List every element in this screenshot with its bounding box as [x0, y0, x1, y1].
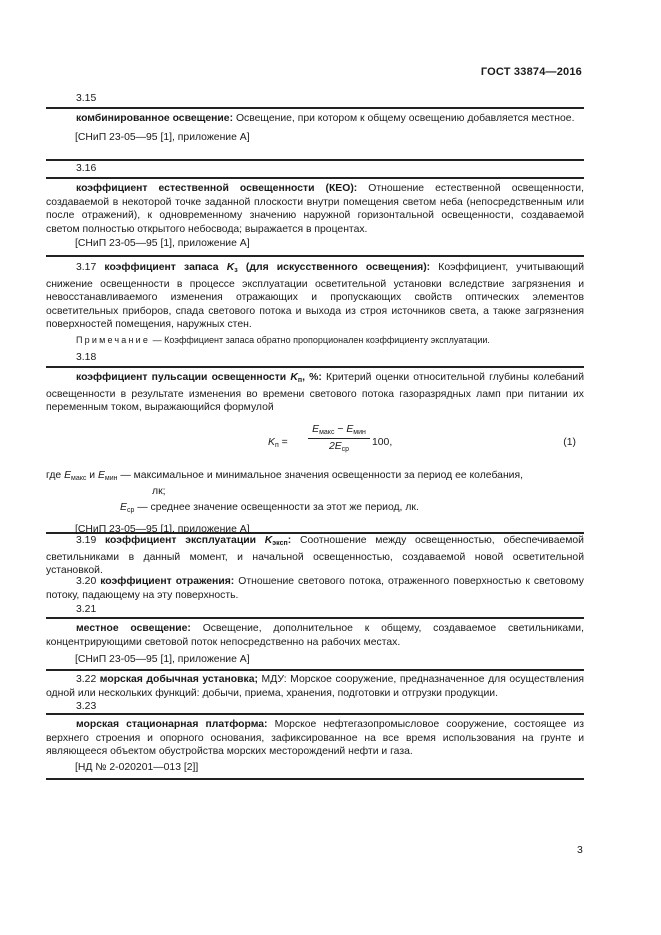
definition-text-3-15: Освещение, при котором к общему освещению добавляется местное. — [235, 113, 575, 124]
definition-box-3-16 — [46, 177, 584, 257]
definition-text-3-18: Критерий оценки относительной глубины колебаний освещенности в результате изменения во времени светового потока газоразрядных ламп при питании их переменным током, выражающийся формулой — [46, 372, 584, 414]
formula-lhs: $K_п$ = — [268, 436, 288, 449]
term-3-17: коэффициент запаса $K_з$ (для искусственного освещения): — [104, 262, 431, 274]
term-3-22: морская добычная установка; — [99, 674, 258, 685]
term-3-21: местное освещение: — [76, 623, 191, 634]
definition-text-3-20: Отношение светового потока, отраженного поверхностью к световому потоку, падающему на эту поверхность. — [46, 576, 584, 601]
entry-number-3-20: 3.20 — [76, 576, 97, 587]
formula-1 — [46, 422, 584, 466]
entry-number-3-15: 3.15 — [76, 93, 97, 104]
term-3-18: коэффициент пульсации освещенности $K_п$, %: — [76, 372, 322, 384]
definition-box-3-18 — [46, 366, 584, 534]
definition-3-15 — [46, 112, 584, 126]
term-3-15: комбинированное освещение: — [76, 113, 234, 124]
entry-number-3-23: 3.23 — [76, 701, 97, 712]
where-line-1: где $E_{макс}$ и $E_{мин}$ — максимальное и минимальное значения освещенности за период ее колебания, — [46, 469, 523, 482]
entry-number-3-21: 3.21 — [76, 604, 97, 615]
definition-text-3-19: Соотношение между освещенностью, обеспечиваемой светильниками в данный момент, и начальной освещенностью, создаваемой новой осветительной установкой. — [46, 535, 584, 577]
standard-header: ГОСТ 33874—2016 — [480, 66, 582, 78]
where-line-1-unit: лк; — [152, 486, 166, 498]
source-3-23: [НД № 2-020201—013 [2]] — [75, 761, 199, 773]
definition-3-22 — [46, 673, 584, 700]
definition-3-23 — [46, 718, 584, 759]
page-number: 3 — [577, 845, 583, 856]
definition-text-3-17: Коэффициент, учитывающий снижение освещенности в процессе эксплуатации осветительной установки вследствие загрязнения и невосстанавливаемого изменения отражающих и пропускающих свойств оптических элементов осветительных приборов, спада светового потока и выхода из строя источников света, а также загрязнения поверхностей помещения, наружных стен. — [46, 262, 585, 331]
source-3-15: [СНиП 23-05—95 [1], приложение А] — [75, 131, 250, 143]
entry-number-3-19: 3.19 — [76, 535, 97, 546]
entry-number-3-22: 3.22 — [76, 674, 97, 685]
note-3-17 — [76, 334, 584, 346]
entry-number-3-16: 3.16 — [76, 163, 97, 174]
definition-3-16 — [46, 182, 584, 236]
equation-number: (1) — [563, 436, 576, 448]
entry-number-3-18: 3.18 — [76, 352, 97, 363]
entry-number-3-17: 3.17 — [76, 262, 97, 273]
source-3-16: [СНиП 23-05—95 [1], приложение А] — [75, 238, 250, 250]
definition-3-17 — [46, 261, 584, 332]
symbol-k-p: K — [290, 372, 298, 383]
formula-fraction — [308, 424, 370, 453]
source-3-18: [СНиП 23-05—95 [1], приложение А] — [75, 523, 250, 535]
term-3-20: коэффициент отражения: — [100, 576, 235, 587]
definition-3-20 — [46, 575, 584, 602]
definition-box-3-21 — [46, 617, 584, 671]
where-line-2: $E_{ср}$ — среднее значение освещенности за этот же период, лк. — [120, 501, 419, 514]
source-3-21: [СНиП 23-05—95 [1], приложение А] — [75, 654, 250, 666]
formula-numerator: $E_{макс} - E_{мин}$ — [308, 424, 370, 439]
definition-text-3-23: Морское нефтегазопромысловое сооружение, состоящее из верхнего строения и опорного основания, зафиксированное на все время использования на грунте и являющееся объектом обустройства морских месторождений нефти и газа. — [46, 719, 584, 758]
definition-3-19 — [46, 534, 584, 578]
definition-text-3-21: Освещение, дополнительное к общему, создаваемое светильниками, концентрирующими световой поток непосредственно на рабочих местах. — [46, 623, 584, 648]
term-3-16: коэффициент естественной освещенности (КЕО): — [76, 183, 358, 194]
definition-box-3-23 — [46, 713, 584, 780]
note-text: — Коэффициент запаса обратно пропорционален коэффициенту эксплуатации. — [152, 335, 490, 345]
term-3-23: морская стационарная платформа: — [76, 719, 268, 730]
formula-multiplier: 100, — [372, 436, 393, 448]
definition-3-18 — [46, 371, 584, 415]
definition-text-3-22: МДУ: Морское сооружение, предназначенное для осуществления одной или нескольких функций: добычи, приема, хранения, подготовки и отгрузки продукции. — [46, 674, 585, 699]
definition-box-3-15 — [46, 107, 584, 161]
term-3-19: коэффициент эксплуатации $K_{экcп}$: — [104, 535, 292, 547]
symbol-k-z: K — [226, 262, 235, 273]
definition-text-3-16: Отношение естественной освещенности, создаваемой в некоторой точке заданной плоскости внутри помещения светом неба (непосредственным или после отражений), к одновременному значению наружной горизонтальной освещенности, создаваемой светом полностью открытого небосвода; выражается в процентах. — [46, 183, 584, 235]
definition-3-21 — [46, 622, 584, 649]
formula-denominator: $2E_{ср}$ — [328, 440, 350, 453]
note-label: Примечание — [76, 335, 151, 345]
